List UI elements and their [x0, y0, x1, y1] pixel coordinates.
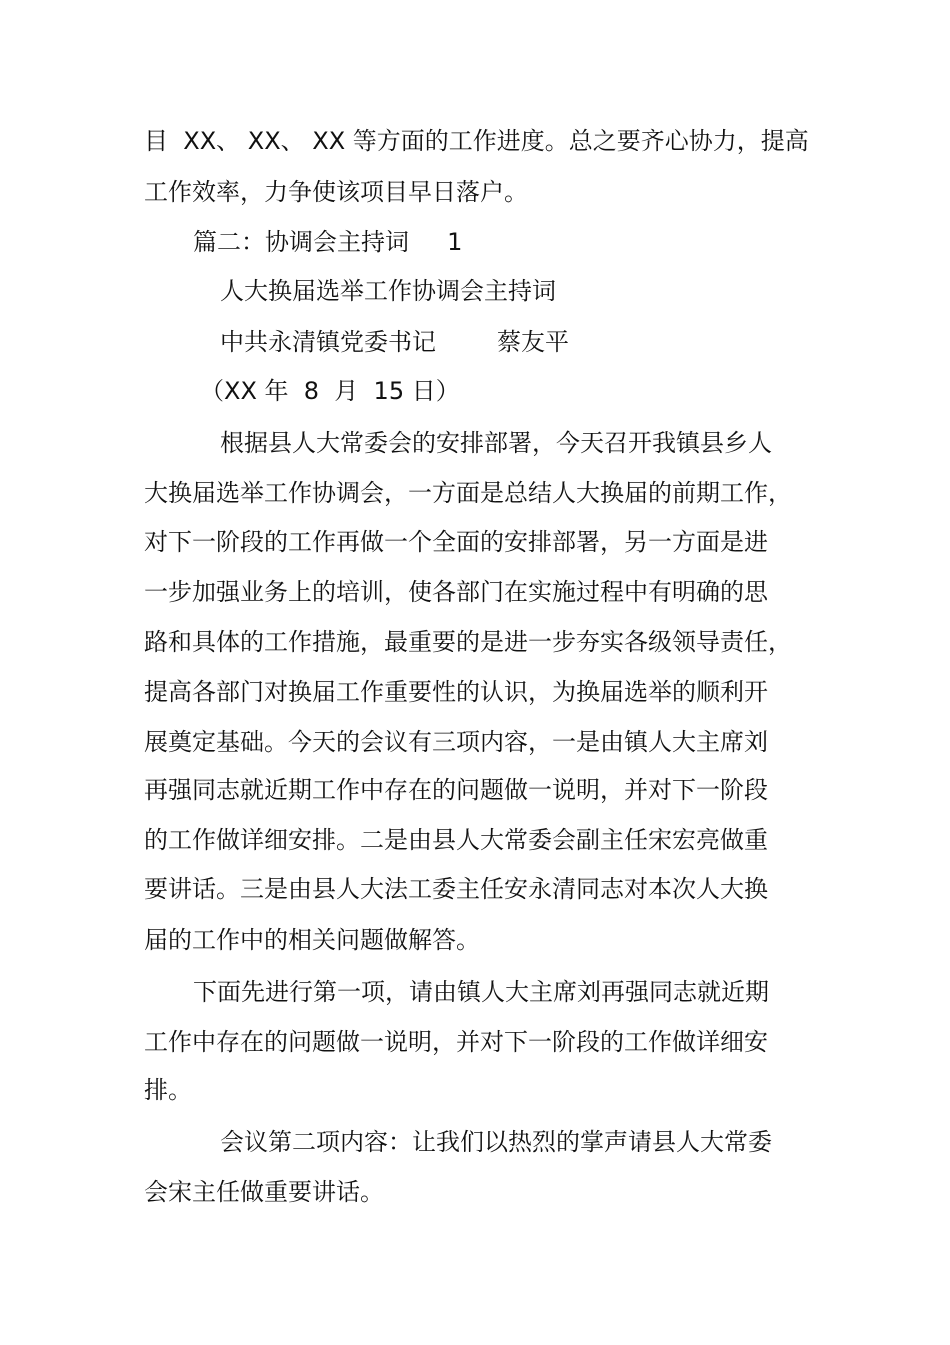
text-line: 会宋主任做重要讲话。	[144, 1178, 384, 1206]
text-line: 会议第二项内容：让我们以热烈的掌声请县人大常委	[220, 1128, 772, 1156]
date-line: （XX 年 8 月 15 日）	[200, 377, 460, 405]
text-line: 工作中存在的问题做一说明，并对下一阶段的工作做详细安	[144, 1028, 768, 1056]
text-line: 要讲话。三是由县人大法工委主任安永清同志对本次人大换	[144, 875, 768, 903]
text-line: 对下一阶段的工作再做一个全面的安排部署，另一方面是进	[144, 528, 768, 556]
text-line: 目 XX、 XX、 XX 等方面的工作进度。总之要齐心协力，提高	[144, 127, 809, 155]
text-line: 提高各部门对换届工作重要性的认识，为换届选举的顺利开	[144, 678, 768, 706]
section-heading: 篇二：协调会主持词 1	[193, 228, 463, 256]
text-line: 的工作做详细安排。二是由县人大常委会副主任宋宏亮做重	[144, 826, 768, 854]
text-line: 根据县人大常委会的安排部署，今天召开我镇县乡人	[220, 429, 772, 457]
text-line: 工作效率，力争使该项目早日落户。	[144, 178, 528, 206]
text-line: 届的工作中的相关问题做解答。	[144, 926, 480, 954]
text-line: 一步加强业务上的培训，使各部门在实施过程中有明确的思	[144, 578, 768, 606]
speaker-line: 中共永清镇党委书记 蔡友平	[220, 328, 570, 356]
text-line: 下面先进行第一项，请由镇人大主席刘再强同志就近期	[193, 978, 769, 1006]
text-line: 路和具体的工作措施，最重要的是进一步夯实各级领导责任，	[144, 628, 792, 656]
text-line: 排。	[144, 1076, 192, 1104]
text-line: 展奠定基础。今天的会议有三项内容，一是由镇人大主席刘	[144, 728, 768, 756]
text-line: 大换届选举工作协调会，一方面是总结人大换届的前期工作，	[144, 479, 792, 507]
speech-title: 人大换届选举工作协调会主持词	[220, 277, 556, 305]
text-line: 再强同志就近期工作中存在的问题做一说明，并对下一阶段	[144, 776, 768, 804]
